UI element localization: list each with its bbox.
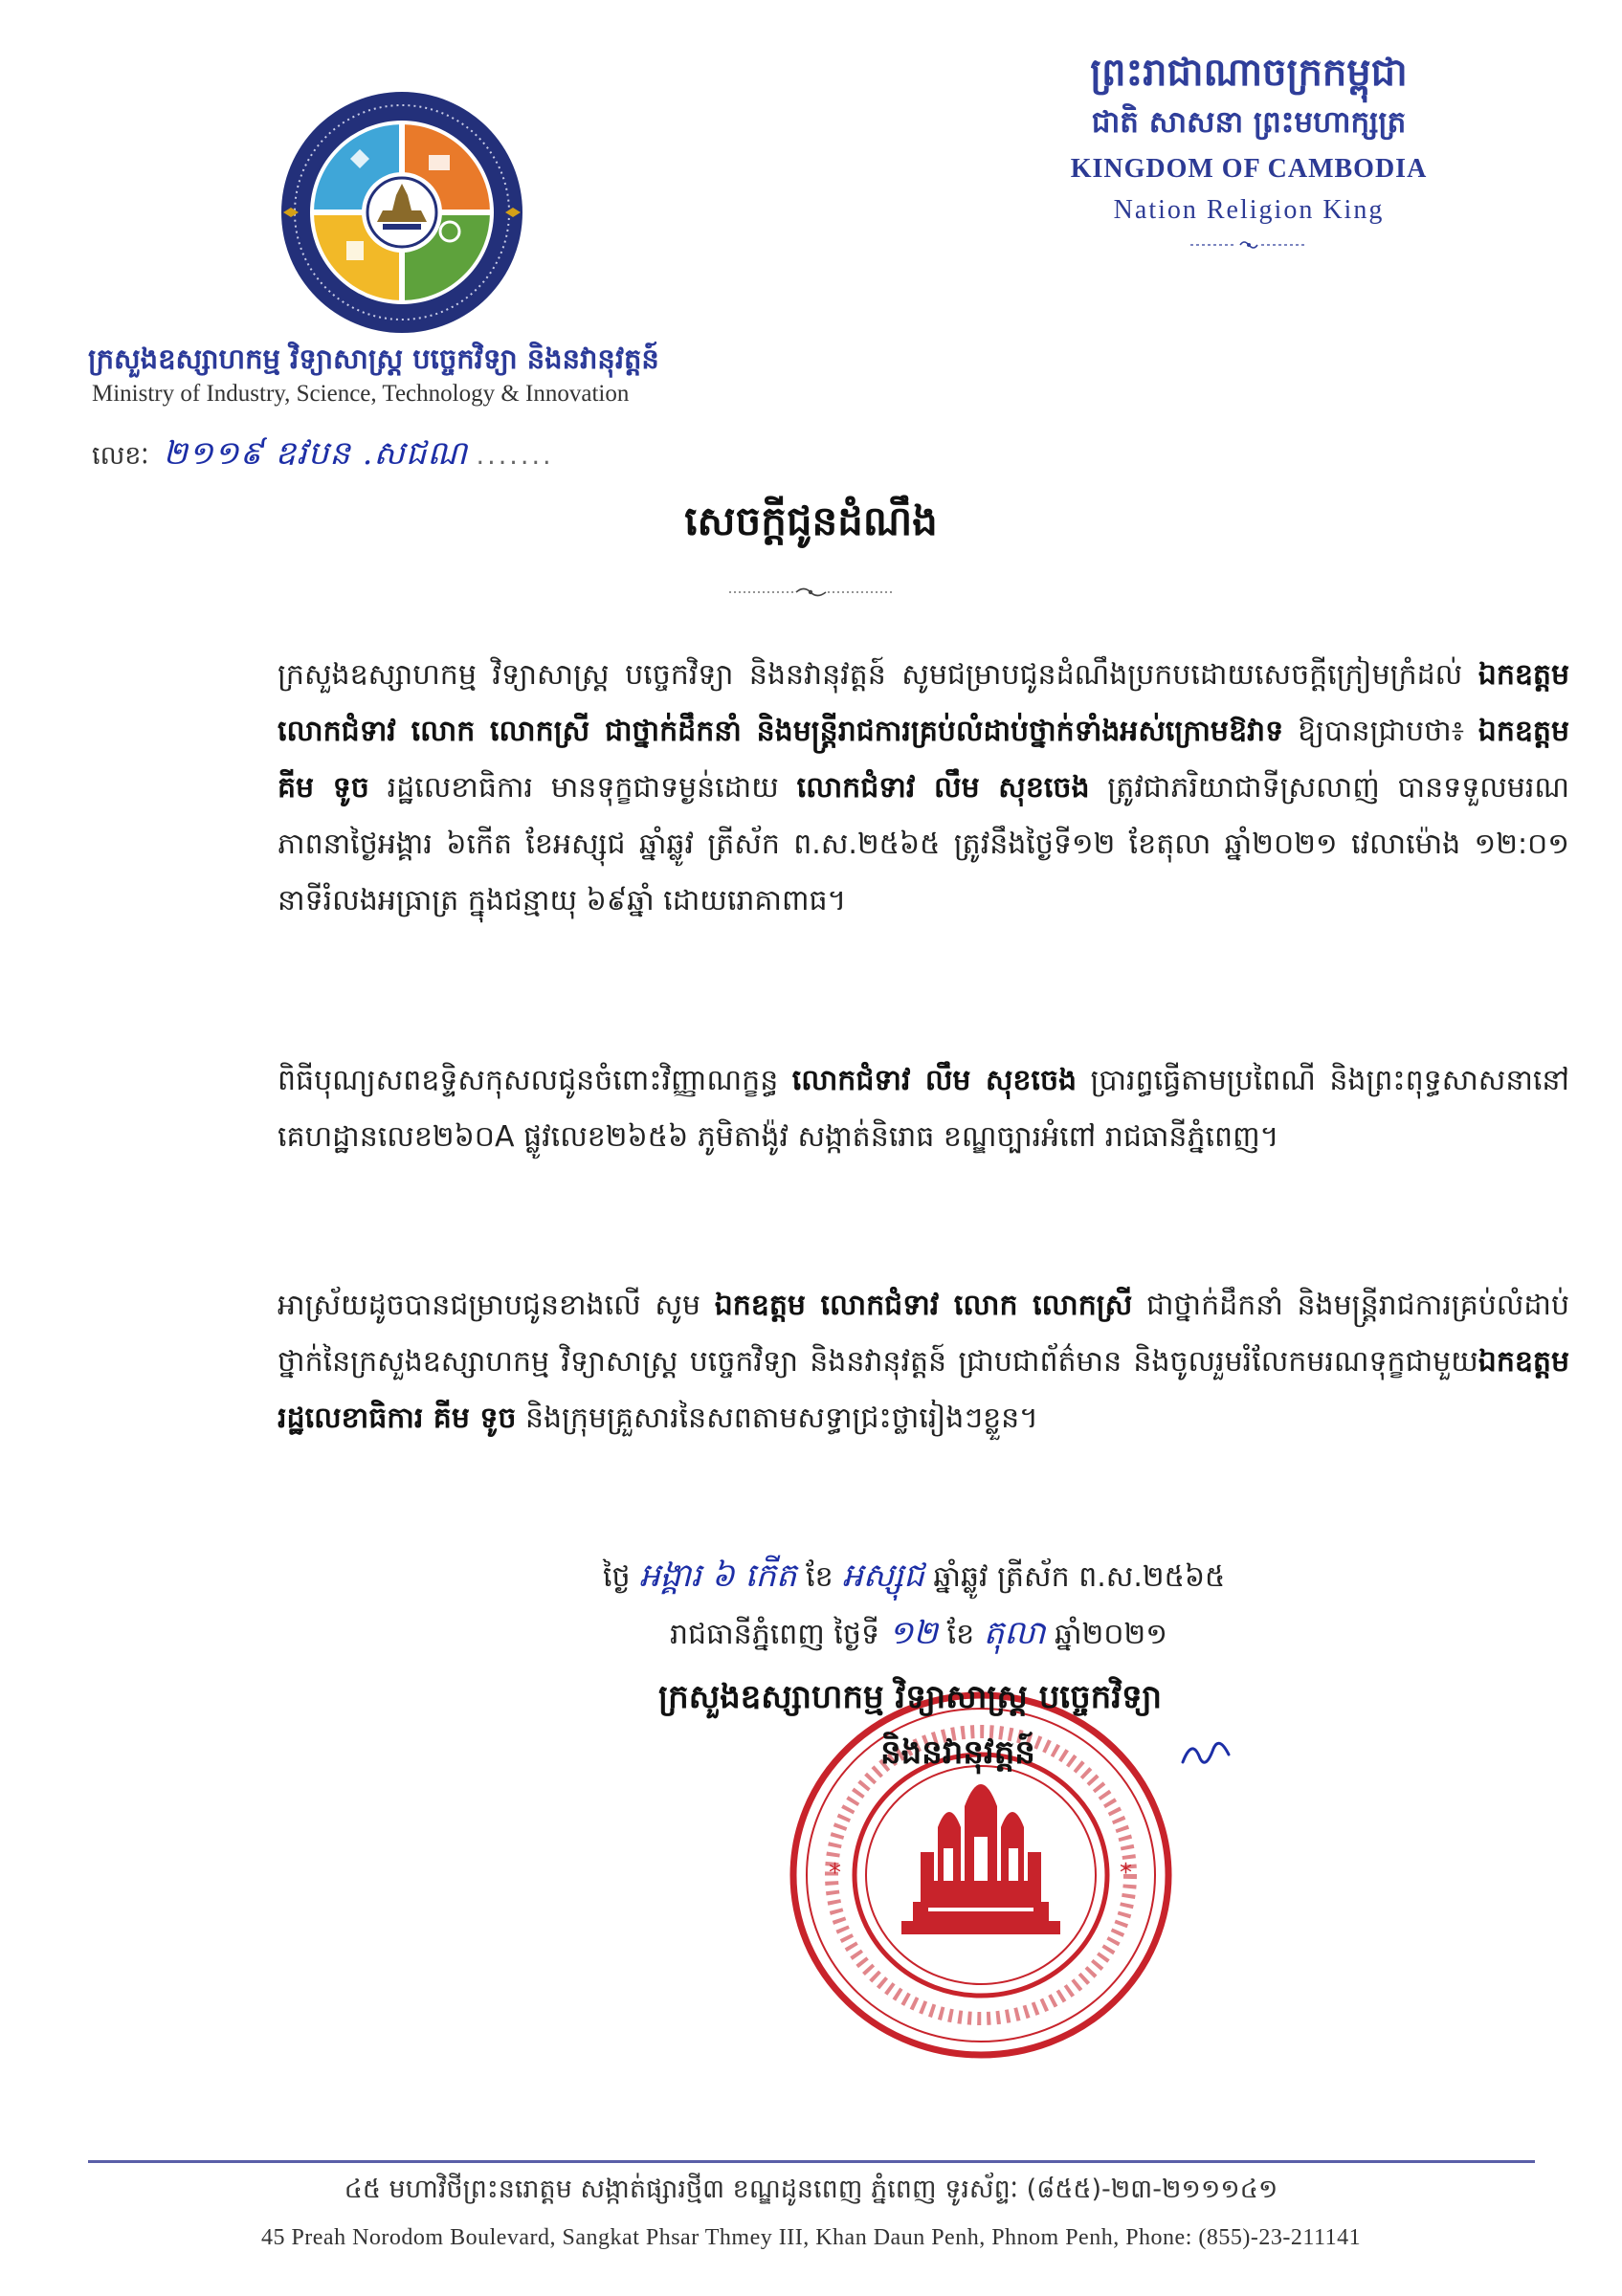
svg-text:*: * — [1120, 1859, 1132, 1888]
reference-dots: ....... — [476, 441, 554, 471]
kingdom-header — [1029, 46, 1469, 251]
p2-text-1: ពិធីបុណ្យសពឧទ្ទិសកុសលជូនចំពោះវិញ្ញាណក្ខន្ធ — [278, 1064, 792, 1097]
day-label: ថ្ងៃ — [603, 1560, 631, 1594]
ministry-name-en: Ministry of Industry, Science, Technology & Innovation — [92, 381, 630, 407]
paragraph-ceremony — [174, 1052, 1569, 1165]
p1-text-2: ឱ្យបានជ្រាបថា៖ — [1283, 715, 1478, 748]
footer-address-en: 45 Preah Norodom Boulevard, Sangkat Phsar Thmey III, Khan Daun Penh, Phnom Penh, Phone: (855)-23-211141 — [260, 2225, 1362, 2250]
lunar-date-line — [603, 1552, 1464, 1601]
p1-bold-name: ឯកឧត្តម គីម ទូច — [278, 715, 1569, 805]
document-title: សេចក្តីជូនដំណឹង — [684, 497, 938, 544]
ministry-logo-emblem — [278, 88, 526, 337]
paragraph-announcement — [174, 647, 1569, 929]
p3-text-2: ជាថ្នាក់ដឹកនាំ និងមន្ត្រីរាជការគ្រប់លំដាប់ថ្នាក់នៃក្រសួងឧស្សាហកម្ម វិទ្យាសាស្ត្រ បច្ចេកវិទ្យា និងនវានុវត្តន៍ ជ្រាបជាព័ត៌មាន និងចូលរួមរំលែកមរណទុក្ខជាមួយ — [278, 1289, 1569, 1379]
p1-bold-recipients: ឯកឧត្តម លោកជំទាវ លោក លោកស្រី ជាថ្នាក់ដឹកនាំ និងមន្ត្រីរាជការគ្រប់លំដាប់ថ្នាក់ទាំងអស់ក្រោមឱវាទ — [278, 658, 1569, 748]
footer-address-kh: ៤៥ មហាវិថីព្រះនរោត្តម សង្កាត់ផ្សារថ្មី៣ ខណ្ឌដូនពេញ ភ្នំពេញ ទូរស័ព្ទៈ (៨៥៥)-២៣-២១១១៤១ — [344, 2175, 1278, 2204]
kingdom-title-en: KINGDOM OF CAMBODIA — [1070, 154, 1428, 184]
p1-text-4: ត្រូវជាភរិយាជាទីស្រលាញ់ បានទទួលមរណភាពនាថ្ងៃអង្គារ ៦កើត ខែអស្សុជ ឆ្នាំឆ្លូវ ត្រីស័ក ព.ស.២៥៦៥ ត្រូវនឹងថ្ងៃទី១២ ខែតុលា ឆ្នាំ២០២១ វេលាម៉ោង ១២:០១ នាទីរំលងអធ្រាត្រ ក្នុងជន្មាយុ ៦៩ឆ្នាំ ដោយរោគាពាធ។ — [278, 771, 1569, 917]
p1-text-3: រដ្ឋលេខាធិការ មានទុក្ខជាទម្ងន់ដោយ — [368, 771, 797, 805]
solar-date-line — [670, 1609, 1455, 1659]
p3-bold-recipients: ឯកឧត្តម លោកជំទាវ លោក លោកស្រី — [714, 1289, 1133, 1322]
ministry-name-kh: ក្រសួងឧស្សាហកម្ម វិទ្យាសាស្ត្រ បច្ចេកវិទ្យា និងនវានុវត្តន៍ — [88, 342, 659, 375]
handwritten-signature-mark — [1179, 1733, 1236, 1772]
day-number-handwritten: ១២ — [888, 1614, 939, 1652]
month2-label: ខែ — [946, 1618, 975, 1651]
title-flourish-ornament — [727, 585, 895, 599]
p1-text-1: ក្រសួងឧស្សាហកម្ម វិទ្យាសាស្ត្រ បច្ចេកវិទ្យា និងនវានុវត្តន៍ សូមជម្រាបជូនដំណឹងប្រកបដោយសេចក្តីក្រៀមក្រំដល់ — [278, 658, 1478, 692]
month2-handwritten: តុលា — [983, 1614, 1046, 1652]
reference-number-line — [92, 432, 554, 480]
kingdom-title-kh: ព្រះរាជាណាចក្រកម្ពុជា — [1090, 51, 1408, 95]
month-label: ខែ — [806, 1560, 833, 1594]
place-label: រាជធានីភ្នំពេញ ថ្ងៃទី — [670, 1618, 880, 1651]
reference-number-handwritten: ២១១៩ ឧវបន .សជណ — [163, 434, 468, 473]
p2-text-2: ប្រារព្ធធ្វើតាមប្រពៃណី និងព្រះពុទ្ធសាសនានៅគេហដ្ឋានលេខ២៦០A ផ្លូវលេខ២៦៥៦ ភូមិតាង៉ូវ សង្កាត់និរោធ ខណ្ឌច្បារអំពៅ រាជធានីភ្នំពេញ។ — [278, 1064, 1569, 1154]
day-handwritten: អង្គារ ៦ កើត — [639, 1556, 797, 1595]
lunar-year: ឆ្នាំឆ្លូវ ត្រីស័ក ព.ស.២៥៦៥ — [933, 1560, 1226, 1594]
paragraph-condolence — [174, 1277, 1569, 1446]
kingdom-motto-en: Nation Religion King — [1113, 195, 1385, 225]
signing-ministry-line2: និងនវានុវត្តន៍ — [880, 1733, 1035, 1772]
svg-text:*: * — [829, 1859, 841, 1888]
p3-bold-name: ឯកឧត្តមរដ្ឋលេខាធិការ គីម ទូច — [278, 1345, 1569, 1435]
reference-label: លេខៈ — [92, 441, 149, 471]
month-handwritten: អស្សុជ — [842, 1556, 924, 1595]
signing-ministry-line1: ក្រសួងឧស្សាហកម្ម វិទ្យាសាស្ត្រ បច្ចេកវិទ្យា — [658, 1678, 1163, 1716]
footer-divider — [88, 2160, 1535, 2163]
p3-text-3: និងក្រុមគ្រួសារនៃសពតាមសទ្ធាជ្រះថ្លារៀងៗខ្លួន។ — [516, 1402, 1038, 1435]
kingdom-motto-kh: ជាតិ សាសនា ព្រះមហាក្សត្រ — [1091, 105, 1407, 140]
p3-text-1: អាស្រ័យដូចបានជម្រាបជូនខាងលើ សូម — [278, 1289, 715, 1322]
p2-bold-deceased: លោកជំទាវ លឹម សុខចេង — [791, 1064, 1078, 1097]
solar-year: ឆ្នាំ២០២១ — [1055, 1618, 1167, 1651]
header-flourish-ornament — [1187, 239, 1311, 251]
p1-bold-deceased: លោកជំទាវ លឹម សុខចេង — [796, 771, 1090, 805]
